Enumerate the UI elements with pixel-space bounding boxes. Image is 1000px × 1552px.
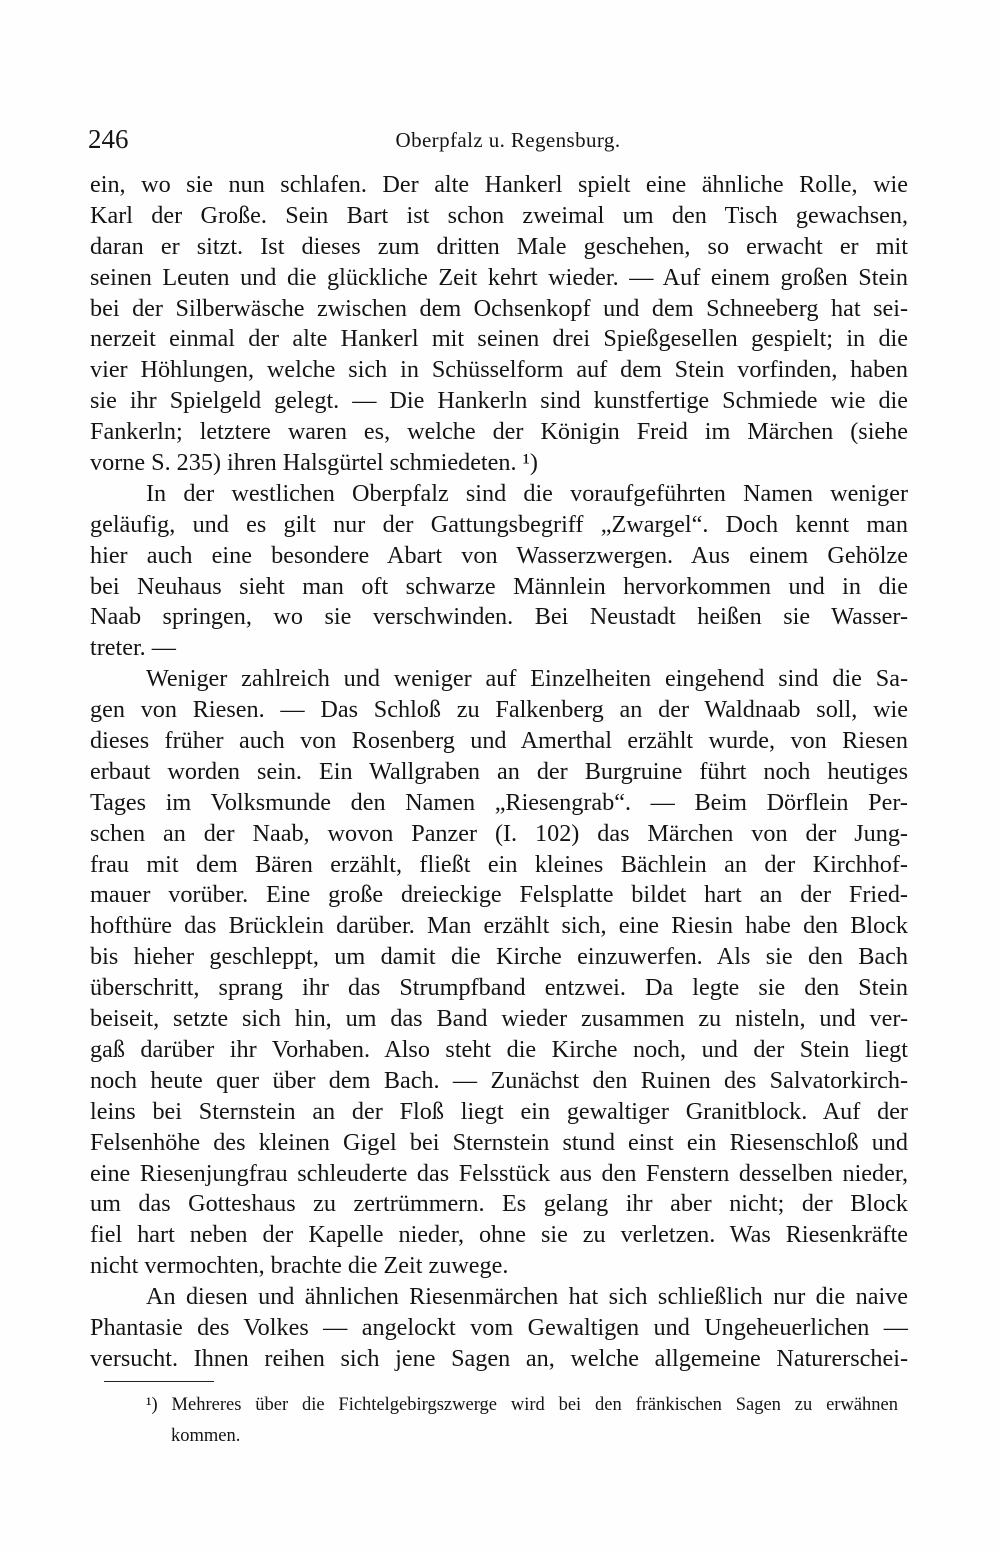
text-line: überschritt, sprang ihr das Strumpfband entzwei. Da legte sie den Stein (90, 974, 908, 1002)
text-line: nicht vermochten, brachte die Zeit zuwege. (90, 1252, 509, 1280)
text-line: Naab springen, wo sie verschwinden. Bei Neustadt heißen sie Wasser- (90, 603, 908, 631)
text-line: leins bei Sternstein an der Floß liegt ein gewaltiger Granitblock. Auf der (90, 1097, 908, 1125)
text-line: gaß darüber ihr Vorhaben. Also steht die Kirche noch, und der Stein liegt (90, 1035, 908, 1063)
paragraph-start-line: In der westlichen Oberpfalz sind die voraufgeführten Namen weniger (146, 479, 908, 507)
footnote-line: ¹) Mehreres über die Fichtelgebirgszwerge wird bei den fränkischen Sagen zu erwähnen (146, 1395, 898, 1415)
text-line: gen von Riesen. — Das Schloß zu Falkenberg an der Waldnaab soll, wie (90, 696, 908, 724)
text-line: hofthüre das Brücklein darüber. Man erzählt sich, eine Riesin habe den Block (90, 912, 908, 940)
text-line: dieses früher auch von Rosenberg und Amerthal erzählt wurde, von Riesen (90, 727, 908, 755)
running-title: Oberpfalz u. Regensburg. (395, 128, 621, 152)
text-line: schen an der Naab, wovon Panzer (I. 102) das Märchen von der Jung- (90, 819, 908, 847)
text-line: Karl der Große. Sein Bart ist schon zweimal um den Tisch gewachsen, (90, 201, 908, 229)
text-line: hier auch eine besondere Abart von Wasserzwergen. Aus einem Gehölze (90, 541, 908, 569)
paragraph-start-line: An diesen und ähnlichen Riesenmärchen hat sich schließlich nur die naive (146, 1283, 908, 1311)
page-number: 246 (88, 124, 129, 154)
text-line: vier Höhlungen, welche sich in Schüsselform auf dem Stein vorfinden, haben (90, 356, 908, 384)
text-line: fiel hart neben der Kapelle nieder, ohne sie zu verletzen. Was Riesenkräfte (90, 1221, 908, 1249)
text-line: erbaut worden sein. Ein Wallgraben an der Burgruine führt noch heutiges (90, 757, 908, 785)
text-line: vorne S. 235) ihren Halsgürtel schmiedeten. ¹) (90, 449, 538, 477)
text-line: beiseit, setzte sich hin, um das Band wieder zusammen zu nisteln, und ver- (90, 1005, 908, 1033)
text-line: Tages im Volksmunde den Namen „Riesengrab“. — Beim Dörflein Per- (90, 788, 908, 816)
text-line: treter. — (90, 634, 176, 662)
text-line: nerzeit einmal der alte Hankerl mit seinen drei Spießgesellen gespielt; in die (90, 325, 908, 353)
text-line: bei Neuhaus sieht man oft schwarze Männlein hervorkommen und in die (90, 572, 908, 600)
text-line: seinen Leuten und die glückliche Zeit kehrt wieder. — Auf einem großen Stein (90, 263, 908, 291)
text-line: Felsenhöhe des kleinen Gigel bei Sternstein stund einst ein Riesenschloß und (90, 1128, 908, 1156)
text-line: sie ihr Spielgeld gelegt. — Die Hankerln sind kunstfertige Schmiede wie die (90, 387, 908, 415)
text-line: eine Riesenjungfrau schleuderte das Felsstück aus den Fenstern desselben nieder, (90, 1159, 908, 1187)
text-line: Fankerln; letztere waren es, welche der Königin Freid im Märchen (siehe (90, 418, 908, 446)
body-text (90, 170, 908, 1375)
page-header (88, 124, 910, 160)
text-line: um das Gotteshaus zu zertrümmern. Es gelang ihr aber nicht; der Block (90, 1190, 908, 1218)
footnote (146, 1390, 898, 1452)
text-line: Phantasie des Volkes — angelockt vom Gewaltigen und Ungeheuerlichen — (90, 1313, 908, 1341)
text-line: ein, wo sie nun schlafen. Der alte Hankerl spielt eine ähnliche Rolle, wie (90, 171, 908, 198)
paragraph-start-line: Weniger zahlreich und weniger auf Einzelheiten eingehend sind die Sa- (146, 665, 908, 693)
text-line: mauer vorüber. Eine große dreieckige Felsplatte bildet hart an der Fried- (90, 881, 908, 909)
text-line: bei der Silberwäsche zwischen dem Ochsenkopf und dem Schneeberg hat sei- (90, 294, 908, 322)
text-line: geläufig, und es gilt nur der Gattungsbegriff „Zwargel“. Doch kennt man (90, 510, 908, 538)
text-line: bis hieher geschleppt, um damit die Kirche einzuwerfen. Als sie den Bach (90, 943, 908, 971)
text-line: noch heute quer über dem Bach. — Zunächst den Ruinen des Salvatorkirch- (90, 1066, 908, 1094)
text-line: frau mit dem Bären erzählt, fließt ein kleines Bächlein an der Kirchhof- (90, 850, 908, 878)
footnote-line: kommen. (171, 1426, 241, 1446)
text-line: daran er sitzt. Ist dieses zum dritten Male geschehen, so erwacht er mit (90, 232, 908, 260)
text-line: versucht. Ihnen reihen sich jene Sagen an, welche allgemeine Naturerschei- (90, 1344, 908, 1372)
footnote-divider (104, 1381, 214, 1382)
